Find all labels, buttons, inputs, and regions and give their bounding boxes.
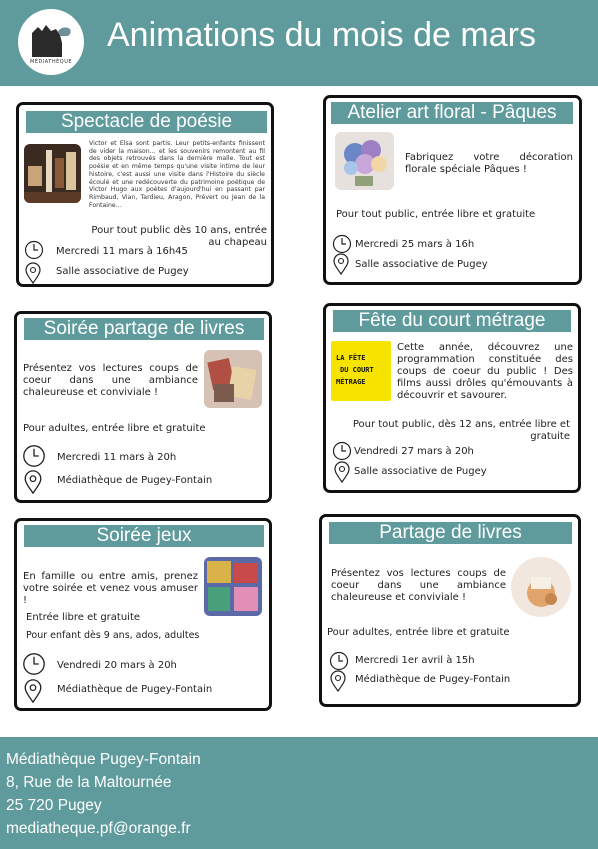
event-location: Médiathèque de Pugey-Fontain [57,684,213,695]
clock-icon [332,234,352,254]
event-card-court-metrage [323,303,581,493]
location-pin-icon [329,670,347,692]
event-date: Mercredi 11 mars à 20h [57,452,177,463]
event-photo-livres [204,350,262,408]
logo-text: MÉDIATHÈQUE [29,59,73,65]
event-audience: Pour tout public, dès 12 ans, entrée libre et gratuite [352,419,570,442]
clock-icon [329,651,349,671]
event-card-partage-livres [319,514,581,707]
event-description: Victor et Elsa sont partis. Leur petits-enfants finissent de vider la maison… et les souvenirs remontent au fil des objets retrouvés dans la dernière malle. Tout est poésie et en même temps qu'une visite intime de leur histoire, c'est aussi une visite dans l'Histoire du siècle écoulé et une redécouverte du patrimoine poétique de Victor Hugo aux poètes d'aujourd'hui en passant par Rimbaud, Vian, Tardieu, Aragon, Prévert ou Jean de la Fontaine… [89,140,265,209]
event-card-partage-livres-soir [14,311,272,503]
event-title: Fête du court métrage [333,310,571,332]
event-photo-poesie [24,144,81,203]
event-date: Mercredi 1er avril à 15h [355,655,475,666]
event-description: En famille ou entre amis, prenez votre soirée et venez vous amuser ! [23,571,198,606]
court-metrage-logo-line: MÉTRAGE [336,378,366,386]
footer-email[interactable]: mediatheque.pf@orange.fr [6,820,191,837]
footer-city: 25 720 Pugey [6,797,102,814]
event-location: Salle associative de Pugey [355,259,488,270]
event-location: Médiathèque de Pugey-Fontain [355,674,511,685]
event-title: Soirée partage de livres [24,318,264,340]
event-description: Présentez vos lectures coups de coeur dans une ambiance chaleureuse et conviviale ! [23,363,198,398]
court-metrage-logo-line: DU COURT [340,366,374,374]
event-card-art-floral [323,95,582,285]
event-date: Mercredi 11 mars à 16h45 [56,246,188,257]
event-card-poesie [16,102,274,287]
event-audience: Pour tout public dès 10 ans, entrée au chapeau [91,225,267,248]
clock-icon [24,240,44,260]
event-card-soiree-jeux [14,518,272,711]
event-photo-livres-2 [511,557,571,617]
location-pin-icon [333,461,351,483]
event-audience-age: Pour enfant dès 9 ans, ados, adultes [26,630,200,641]
event-title: Partage de livres [329,522,572,544]
event-location: Salle associative de Pugey [354,466,487,477]
logo-drawing [18,9,84,75]
event-date: Vendredi 20 mars à 20h [57,660,177,671]
event-audience: Entrée libre et gratuite [26,612,141,623]
court-metrage-logo [331,341,391,401]
location-pin-icon [23,678,43,704]
event-location: Salle associative de Pugey [56,266,189,277]
clock-icon [332,441,352,461]
event-title: Soirée jeux [24,525,264,547]
event-date: Mercredi 25 mars à 16h [355,239,475,250]
event-photo-fleurs [335,132,394,190]
event-photo-jeux [204,557,262,616]
event-location: Médiathèque de Pugey-Fontain [57,475,213,486]
event-audience: Pour adultes, entrée libre et gratuite [327,627,510,638]
event-title: Spectacle de poésie [26,111,267,133]
location-pin-icon [23,469,43,495]
page-title: Animations du mois de mars [107,16,536,54]
clock-icon [22,444,46,468]
event-audience: Pour adultes, entrée libre et gratuite [23,423,206,434]
footer-name: Médiathèque Pugey-Fontain [6,751,201,768]
event-description: Cette année, découvrez une programmation constituée des coups de coeur du public ! Des films aussi drôles qu'émouvants à découvrir et savourer. [397,342,573,401]
event-audience: Pour tout public, entrée libre et gratuite [336,209,536,220]
clock-icon [22,652,46,676]
location-pin-icon [332,253,350,275]
location-pin-icon [24,262,42,284]
event-date: Vendredi 27 mars à 20h [354,446,474,457]
footer-street: 8, Rue de la Maltournée [6,774,172,791]
event-description: Fabriquez votre décoration florale spéciale Pâques ! [405,152,573,175]
page-header [0,0,598,86]
page-footer [0,737,598,849]
event-description: Présentez vos lectures coups de coeur dans une ambiance chaleureuse et conviviale ! [331,568,506,603]
court-metrage-logo-line: LA FÊTE [336,354,366,362]
event-title: Atelier art floral - Pâques [331,102,573,124]
mediatheque-logo [18,9,84,75]
